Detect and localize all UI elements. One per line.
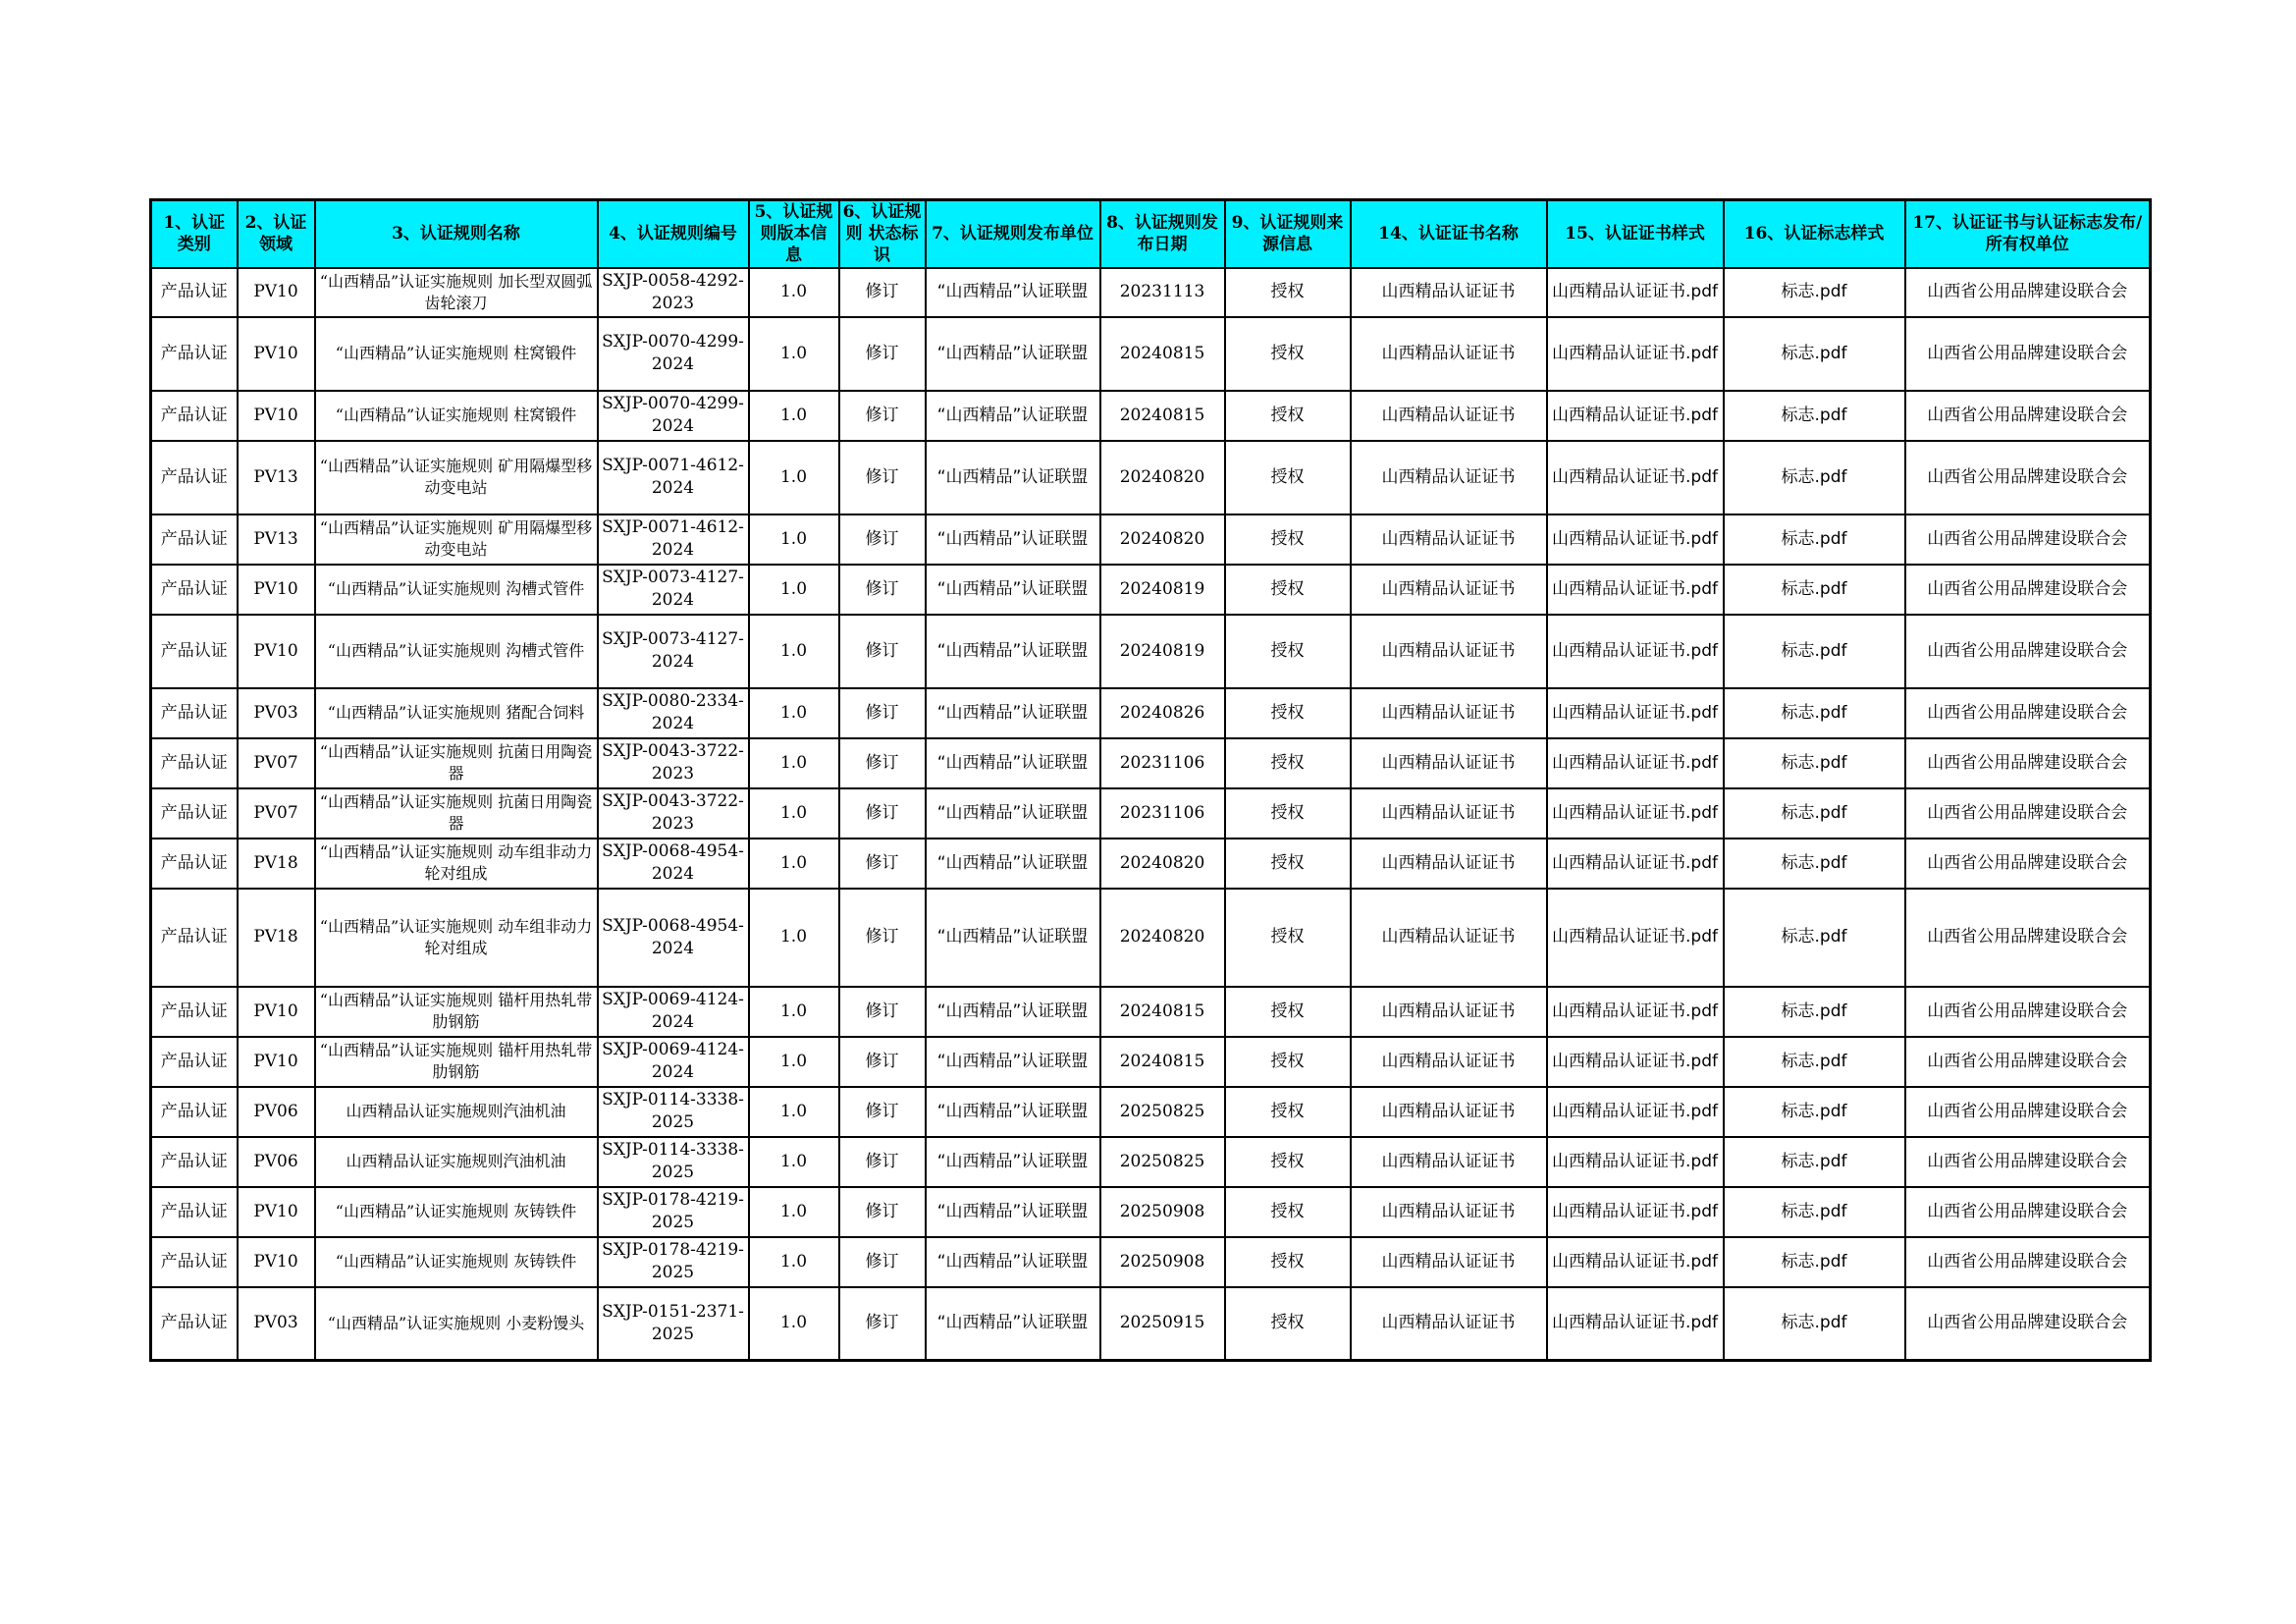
cell-owner: 山西省公用品牌建设联合会 [1905, 1237, 2151, 1287]
table-row [151, 615, 2151, 688]
cell-publisher: “山西精品”认证联盟 [926, 987, 1100, 1037]
cell-publisher: “山西精品”认证联盟 [926, 514, 1100, 565]
cell-version: 1.0 [749, 441, 839, 514]
cell-version: 1.0 [749, 889, 839, 987]
cell-publish-date: 20250825 [1100, 1137, 1225, 1187]
cell-cert-name: 山西精品认证证书 [1351, 1187, 1547, 1237]
cell-mark-style-link[interactable]: 标志.pdf [1724, 317, 1905, 391]
cell-owner: 山西省公用品牌建设联合会 [1905, 317, 2151, 391]
cell-owner: 山西省公用品牌建设联合会 [1905, 441, 2151, 514]
header-cell-source: 9、认证规则来源信息 [1225, 200, 1351, 268]
cell-publisher: “山西精品”认证联盟 [926, 688, 1100, 738]
header-cell-publisher: 7、认证规则发布单位 [926, 200, 1100, 268]
cell-publish-date: 20250825 [1100, 1087, 1225, 1137]
header-cell-cert-style: 15、认证证书样式 [1547, 200, 1724, 268]
table-row [151, 1237, 2151, 1287]
table-row [151, 839, 2151, 889]
cell-category: 产品认证 [151, 1237, 238, 1287]
cell-rule-name: “山西精品”认证实施规则 锚杆用热轧带肋钢筋 [315, 1037, 598, 1087]
cell-field: PV07 [238, 788, 315, 839]
cell-status: 修订 [839, 738, 926, 788]
cell-source: 授权 [1225, 788, 1351, 839]
cell-publisher: “山西精品”认证联盟 [926, 391, 1100, 441]
cell-version: 1.0 [749, 268, 839, 317]
cell-rule-code: SXJP-0071-4612-2024 [598, 514, 749, 565]
cell-field: PV13 [238, 514, 315, 565]
cell-status: 修订 [839, 391, 926, 441]
cell-cert-style-link[interactable]: 山西精品认证证书.pdf [1547, 1187, 1724, 1237]
cell-cert-name: 山西精品认证证书 [1351, 391, 1547, 441]
cell-status: 修订 [839, 788, 926, 839]
header-cell-cert-name: 14、认证证书名称 [1351, 200, 1547, 268]
cell-rule-code: SXJP-0114-3338-2025 [598, 1137, 749, 1187]
cell-rule-name: “山西精品”认证实施规则 动车组非动力轮对组成 [315, 839, 598, 889]
cell-publish-date: 20240815 [1100, 317, 1225, 391]
cell-rule-code: SXJP-0073-4127-2024 [598, 615, 749, 688]
cell-status: 修订 [839, 565, 926, 615]
cell-owner: 山西省公用品牌建设联合会 [1905, 688, 2151, 738]
cell-cert-style-link[interactable]: 山西精品认证证书.pdf [1547, 268, 1724, 317]
cell-owner: 山西省公用品牌建设联合会 [1905, 1187, 2151, 1237]
header-cell-version: 5、认证规则版本信息 [749, 200, 839, 268]
cell-status: 修订 [839, 1137, 926, 1187]
cell-version: 1.0 [749, 391, 839, 441]
cell-owner: 山西省公用品牌建设联合会 [1905, 514, 2151, 565]
cell-cert-style-link[interactable]: 山西精品认证证书.pdf [1547, 1287, 1724, 1361]
cell-rule-code: SXJP-0068-4954-2024 [598, 889, 749, 987]
cell-version: 1.0 [749, 788, 839, 839]
cell-field: PV03 [238, 688, 315, 738]
cell-rule-code: SXJP-0069-4124-2024 [598, 987, 749, 1037]
cell-rule-name: “山西精品”认证实施规则 矿用隔爆型移动变电站 [315, 514, 598, 565]
cell-cert-style-link[interactable]: 山西精品认证证书.pdf [1547, 688, 1724, 738]
cell-rule-name: 山西精品认证实施规则汽油机油 [315, 1137, 598, 1187]
cell-source: 授权 [1225, 987, 1351, 1037]
cell-status: 修订 [839, 268, 926, 317]
header-cell-field: 2、认证领域 [238, 200, 315, 268]
cell-category: 产品认证 [151, 514, 238, 565]
cell-publisher: “山西精品”认证联盟 [926, 441, 1100, 514]
cell-cert-style-link[interactable]: 山西精品认证证书.pdf [1547, 391, 1724, 441]
cell-field: PV07 [238, 738, 315, 788]
cell-status: 修订 [839, 1187, 926, 1237]
cell-cert-style-link[interactable]: 山西精品认证证书.pdf [1547, 441, 1724, 514]
cell-publish-date: 20240815 [1100, 1037, 1225, 1087]
cell-rule-name: “山西精品”认证实施规则 锚杆用热轧带肋钢筋 [315, 987, 598, 1037]
table-row [151, 1137, 2151, 1187]
cell-category: 产品认证 [151, 788, 238, 839]
cell-rule-code: SXJP-0070-4299-2024 [598, 391, 749, 441]
cell-category: 产品认证 [151, 1087, 238, 1137]
cell-field: PV18 [238, 839, 315, 889]
cell-cert-name: 山西精品认证证书 [1351, 514, 1547, 565]
cell-cert-name: 山西精品认证证书 [1351, 788, 1547, 839]
cell-mark-style-link[interactable]: 标志.pdf [1724, 889, 1905, 987]
certification-rules-table [149, 198, 2152, 1362]
cell-rule-name: “山西精品”认证实施规则 沟槽式管件 [315, 615, 598, 688]
cell-rule-code: SXJP-0071-4612-2024 [598, 441, 749, 514]
cell-rule-code: SXJP-0151-2371-2025 [598, 1287, 749, 1361]
cell-field: PV10 [238, 565, 315, 615]
cell-publisher: “山西精品”认证联盟 [926, 1287, 1100, 1361]
cell-version: 1.0 [749, 1087, 839, 1137]
cell-mark-style-link[interactable]: 标志.pdf [1724, 987, 1905, 1037]
cell-category: 产品认证 [151, 317, 238, 391]
cell-cert-style-link[interactable]: 山西精品认证证书.pdf [1547, 839, 1724, 889]
cell-owner: 山西省公用品牌建设联合会 [1905, 987, 2151, 1037]
cell-mark-style-link[interactable]: 标志.pdf [1724, 1187, 1905, 1237]
header-cell-status: 6、认证规则 状态标识 [839, 200, 926, 268]
cell-status: 修订 [839, 1237, 926, 1287]
cell-source: 授权 [1225, 1287, 1351, 1361]
cell-category: 产品认证 [151, 565, 238, 615]
cell-source: 授权 [1225, 268, 1351, 317]
cell-mark-style-link[interactable]: 标志.pdf [1724, 738, 1905, 788]
cell-publish-date: 20250908 [1100, 1237, 1225, 1287]
cell-category: 产品认证 [151, 688, 238, 738]
cell-cert-name: 山西精品认证证书 [1351, 889, 1547, 987]
cell-version: 1.0 [749, 1137, 839, 1187]
cell-owner: 山西省公用品牌建设联合会 [1905, 565, 2151, 615]
cell-publisher: “山西精品”认证联盟 [926, 565, 1100, 615]
cell-publish-date: 20240820 [1100, 441, 1225, 514]
cell-category: 产品认证 [151, 441, 238, 514]
table-row [151, 1087, 2151, 1137]
cell-version: 1.0 [749, 1287, 839, 1361]
cell-cert-name: 山西精品认证证书 [1351, 1137, 1547, 1187]
cell-version: 1.0 [749, 317, 839, 391]
cell-category: 产品认证 [151, 268, 238, 317]
cell-owner: 山西省公用品牌建设联合会 [1905, 1037, 2151, 1087]
cell-source: 授权 [1225, 1087, 1351, 1137]
cell-cert-name: 山西精品认证证书 [1351, 317, 1547, 391]
cell-publisher: “山西精品”认证联盟 [926, 839, 1100, 889]
cell-rule-name: “山西精品”认证实施规则 抗菌日用陶瓷器 [315, 788, 598, 839]
cell-mark-style-link[interactable]: 标志.pdf [1724, 688, 1905, 738]
cell-publish-date: 20250908 [1100, 1187, 1225, 1237]
cell-rule-code: SXJP-0043-3722-2023 [598, 788, 749, 839]
cell-publish-date: 20250915 [1100, 1287, 1225, 1361]
cell-cert-style-link[interactable]: 山西精品认证证书.pdf [1547, 788, 1724, 839]
table-row [151, 1037, 2151, 1087]
cell-source: 授权 [1225, 391, 1351, 441]
cell-cert-name: 山西精品认证证书 [1351, 839, 1547, 889]
header-cell-owner: 17、认证证书与认证标志发布/所有权单位 [1905, 200, 2151, 268]
table-row [151, 268, 2151, 317]
cell-publisher: “山西精品”认证联盟 [926, 1037, 1100, 1087]
table-body [151, 268, 2151, 1361]
table-row [151, 565, 2151, 615]
cell-mark-style-link[interactable]: 标志.pdf [1724, 1087, 1905, 1137]
cell-rule-code: SXJP-0058-4292-2023 [598, 268, 749, 317]
cell-source: 授权 [1225, 1187, 1351, 1237]
cell-publish-date: 20240819 [1100, 565, 1225, 615]
cell-cert-name: 山西精品认证证书 [1351, 1037, 1547, 1087]
cell-mark-style-link[interactable]: 标志.pdf [1724, 1237, 1905, 1287]
cell-source: 授权 [1225, 1037, 1351, 1087]
cell-cert-name: 山西精品认证证书 [1351, 1287, 1547, 1361]
cell-cert-style-link[interactable]: 山西精品认证证书.pdf [1547, 1137, 1724, 1187]
cell-publish-date: 20240819 [1100, 615, 1225, 688]
cell-rule-name: “山西精品”认证实施规则 猪配合饲料 [315, 688, 598, 738]
cell-source: 授权 [1225, 839, 1351, 889]
cell-mark-style-link[interactable]: 标志.pdf [1724, 788, 1905, 839]
cell-mark-style-link[interactable]: 标志.pdf [1724, 1137, 1905, 1187]
cell-status: 修订 [839, 1287, 926, 1361]
cell-status: 修订 [839, 987, 926, 1037]
cell-rule-name: 山西精品认证实施规则汽油机油 [315, 1087, 598, 1137]
cell-cert-style-link[interactable]: 山西精品认证证书.pdf [1547, 317, 1724, 391]
cell-cert-style-link[interactable]: 山西精品认证证书.pdf [1547, 565, 1724, 615]
cell-mark-style-link[interactable]: 标志.pdf [1724, 441, 1905, 514]
cell-version: 1.0 [749, 987, 839, 1037]
cell-cert-style-link[interactable]: 山西精品认证证书.pdf [1547, 738, 1724, 788]
cell-mark-style-link[interactable]: 标志.pdf [1724, 1287, 1905, 1361]
cell-mark-style-link[interactable]: 标志.pdf [1724, 839, 1905, 889]
cell-version: 1.0 [749, 1237, 839, 1287]
cell-status: 修订 [839, 514, 926, 565]
cell-status: 修订 [839, 688, 926, 738]
cell-cert-style-link[interactable]: 山西精品认证证书.pdf [1547, 1037, 1724, 1087]
cell-mark-style-link[interactable]: 标志.pdf [1724, 615, 1905, 688]
cell-version: 1.0 [749, 738, 839, 788]
table-row [151, 1187, 2151, 1237]
cell-category: 产品认证 [151, 1287, 238, 1361]
cell-publisher: “山西精品”认证联盟 [926, 788, 1100, 839]
cell-rule-code: SXJP-0114-3338-2025 [598, 1087, 749, 1137]
table-row [151, 688, 2151, 738]
table-row [151, 317, 2151, 391]
cell-publisher: “山西精品”认证联盟 [926, 1087, 1100, 1137]
cell-field: PV10 [238, 268, 315, 317]
cell-cert-style-link[interactable]: 山西精品认证证书.pdf [1547, 987, 1724, 1037]
cell-mark-style-link[interactable]: 标志.pdf [1724, 514, 1905, 565]
cell-publisher: “山西精品”认证联盟 [926, 1187, 1100, 1237]
cell-rule-code: SXJP-0043-3722-2023 [598, 738, 749, 788]
cell-source: 授权 [1225, 565, 1351, 615]
cell-cert-name: 山西精品认证证书 [1351, 615, 1547, 688]
table-row [151, 788, 2151, 839]
cell-source: 授权 [1225, 688, 1351, 738]
cell-owner: 山西省公用品牌建设联合会 [1905, 391, 2151, 441]
cell-field: PV10 [238, 987, 315, 1037]
cell-source: 授权 [1225, 1137, 1351, 1187]
table-row [151, 441, 2151, 514]
header-cell-rule-code: 4、认证规则编号 [598, 200, 749, 268]
cell-status: 修订 [839, 1037, 926, 1087]
table-row [151, 514, 2151, 565]
cell-publish-date: 20231106 [1100, 788, 1225, 839]
cell-rule-code: SXJP-0069-4124-2024 [598, 1037, 749, 1087]
table-row [151, 391, 2151, 441]
cell-cert-name: 山西精品认证证书 [1351, 987, 1547, 1037]
cell-status: 修订 [839, 839, 926, 889]
cell-publisher: “山西精品”认证联盟 [926, 615, 1100, 688]
cell-rule-name: “山西精品”认证实施规则 加长型双圆弧齿轮滚刀 [315, 268, 598, 317]
cell-publish-date: 20240815 [1100, 391, 1225, 441]
table-row [151, 738, 2151, 788]
cell-publisher: “山西精品”认证联盟 [926, 1137, 1100, 1187]
cell-publish-date: 20240820 [1100, 839, 1225, 889]
cell-category: 产品认证 [151, 839, 238, 889]
cell-rule-name: “山西精品”认证实施规则 动车组非动力轮对组成 [315, 889, 598, 987]
cell-category: 产品认证 [151, 1137, 238, 1187]
cell-field: PV06 [238, 1137, 315, 1187]
certification-table-sheet [149, 198, 2149, 1362]
cell-version: 1.0 [749, 514, 839, 565]
cell-owner: 山西省公用品牌建设联合会 [1905, 1087, 2151, 1137]
cell-field: PV10 [238, 1187, 315, 1237]
cell-mark-style-link[interactable]: 标志.pdf [1724, 268, 1905, 317]
cell-publisher: “山西精品”认证联盟 [926, 268, 1100, 317]
cell-cert-name: 山西精品认证证书 [1351, 441, 1547, 514]
cell-publish-date: 20231113 [1100, 268, 1225, 317]
cell-rule-code: SXJP-0070-4299-2024 [598, 317, 749, 391]
cell-version: 1.0 [749, 1187, 839, 1237]
cell-status: 修订 [839, 889, 926, 987]
cell-publisher: “山西精品”认证联盟 [926, 889, 1100, 987]
header-cell-publish-date: 8、认证规则发布日期 [1100, 200, 1225, 268]
cell-status: 修订 [839, 317, 926, 391]
table-row [151, 987, 2151, 1037]
cell-cert-style-link[interactable]: 山西精品认证证书.pdf [1547, 615, 1724, 688]
cell-owner: 山西省公用品牌建设联合会 [1905, 1137, 2151, 1187]
cell-status: 修订 [839, 441, 926, 514]
cell-owner: 山西省公用品牌建设联合会 [1905, 615, 2151, 688]
cell-category: 产品认证 [151, 889, 238, 987]
cell-publish-date: 20240820 [1100, 889, 1225, 987]
cell-source: 授权 [1225, 738, 1351, 788]
cell-rule-name: “山西精品”认证实施规则 柱窝锻件 [315, 391, 598, 441]
cell-category: 产品认证 [151, 738, 238, 788]
cell-cert-style-link[interactable]: 山西精品认证证书.pdf [1547, 1237, 1724, 1287]
table-row [151, 1287, 2151, 1361]
cell-rule-code: SXJP-0068-4954-2024 [598, 839, 749, 889]
cell-rule-name: “山西精品”认证实施规则 矿用隔爆型移动变电站 [315, 441, 598, 514]
cell-source: 授权 [1225, 317, 1351, 391]
cell-owner: 山西省公用品牌建设联合会 [1905, 889, 2151, 987]
cell-publisher: “山西精品”认证联盟 [926, 738, 1100, 788]
cell-cert-name: 山西精品认证证书 [1351, 1087, 1547, 1137]
cell-field: PV10 [238, 391, 315, 441]
cell-field: PV13 [238, 441, 315, 514]
cell-rule-name: “山西精品”认证实施规则 柱窝锻件 [315, 317, 598, 391]
cell-cert-name: 山西精品认证证书 [1351, 565, 1547, 615]
cell-cert-name: 山西精品认证证书 [1351, 738, 1547, 788]
cell-field: PV10 [238, 615, 315, 688]
cell-cert-style-link[interactable]: 山西精品认证证书.pdf [1547, 1087, 1724, 1137]
cell-version: 1.0 [749, 688, 839, 738]
cell-rule-name: “山西精品”认证实施规则 抗菌日用陶瓷器 [315, 738, 598, 788]
cell-mark-style-link[interactable]: 标志.pdf [1724, 1037, 1905, 1087]
cell-category: 产品认证 [151, 1187, 238, 1237]
cell-cert-name: 山西精品认证证书 [1351, 268, 1547, 317]
cell-owner: 山西省公用品牌建设联合会 [1905, 839, 2151, 889]
cell-cert-name: 山西精品认证证书 [1351, 1237, 1547, 1287]
cell-version: 1.0 [749, 839, 839, 889]
cell-cert-style-link[interactable]: 山西精品认证证书.pdf [1547, 889, 1724, 987]
cell-field: PV18 [238, 889, 315, 987]
header-cell-rule-name: 3、认证规则名称 [315, 200, 598, 268]
cell-version: 1.0 [749, 615, 839, 688]
header-cell-category: 1、认证类别 [151, 200, 238, 268]
cell-category: 产品认证 [151, 615, 238, 688]
cell-owner: 山西省公用品牌建设联合会 [1905, 268, 2151, 317]
cell-category: 产品认证 [151, 987, 238, 1037]
cell-status: 修订 [839, 1087, 926, 1137]
cell-owner: 山西省公用品牌建设联合会 [1905, 738, 2151, 788]
cell-owner: 山西省公用品牌建设联合会 [1905, 788, 2151, 839]
cell-rule-code: SXJP-0080-2334-2024 [598, 688, 749, 738]
cell-publish-date: 20231106 [1100, 738, 1225, 788]
table-row [151, 889, 2151, 987]
cell-publish-date: 20240826 [1100, 688, 1225, 738]
header-row [151, 200, 2151, 268]
cell-category: 产品认证 [151, 1037, 238, 1087]
cell-field: PV03 [238, 1287, 315, 1361]
cell-version: 1.0 [749, 565, 839, 615]
cell-publisher: “山西精品”认证联盟 [926, 317, 1100, 391]
cell-publisher: “山西精品”认证联盟 [926, 1237, 1100, 1287]
cell-source: 授权 [1225, 615, 1351, 688]
cell-rule-code: SXJP-0073-4127-2024 [598, 565, 749, 615]
cell-cert-name: 山西精品认证证书 [1351, 688, 1547, 738]
cell-rule-code: SXJP-0178-4219-2025 [598, 1237, 749, 1287]
cell-version: 1.0 [749, 1037, 839, 1087]
cell-source: 授权 [1225, 514, 1351, 565]
cell-owner: 山西省公用品牌建设联合会 [1905, 1287, 2151, 1361]
cell-mark-style-link[interactable]: 标志.pdf [1724, 565, 1905, 615]
cell-category: 产品认证 [151, 391, 238, 441]
cell-source: 授权 [1225, 441, 1351, 514]
cell-source: 授权 [1225, 1237, 1351, 1287]
cell-status: 修订 [839, 615, 926, 688]
cell-mark-style-link[interactable]: 标志.pdf [1724, 391, 1905, 441]
cell-rule-name: “山西精品”认证实施规则 灰铸铁件 [315, 1237, 598, 1287]
cell-rule-name: “山西精品”认证实施规则 沟槽式管件 [315, 565, 598, 615]
header-cell-mark-style: 16、认证标志样式 [1724, 200, 1905, 268]
cell-source: 授权 [1225, 889, 1351, 987]
cell-field: PV10 [238, 1037, 315, 1087]
cell-rule-name: “山西精品”认证实施规则 小麦粉馒头 [315, 1287, 598, 1361]
cell-publish-date: 20240815 [1100, 987, 1225, 1037]
cell-field: PV10 [238, 317, 315, 391]
cell-rule-code: SXJP-0178-4219-2025 [598, 1187, 749, 1237]
cell-field: PV10 [238, 1237, 315, 1287]
cell-publish-date: 20240820 [1100, 514, 1225, 565]
cell-field: PV06 [238, 1087, 315, 1137]
cell-cert-style-link[interactable]: 山西精品认证证书.pdf [1547, 514, 1724, 565]
cell-rule-name: “山西精品”认证实施规则 灰铸铁件 [315, 1187, 598, 1237]
